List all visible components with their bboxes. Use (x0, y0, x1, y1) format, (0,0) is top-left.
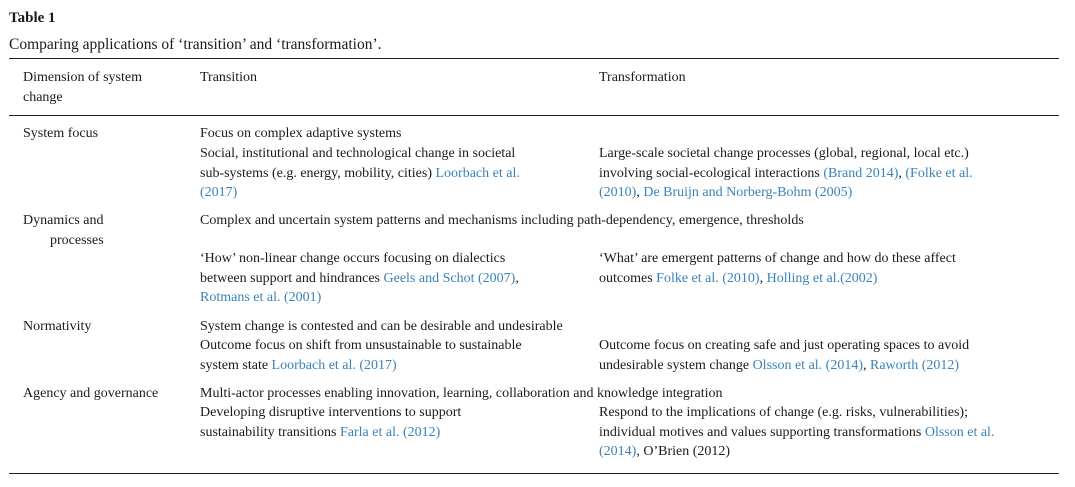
transition-cell: Developing disruptive interventions to support sustainability transitions Farla et al. (2012) (200, 405, 462, 440)
header-dimension: Dimension of system change (23, 70, 142, 105)
citation-link[interactable]: Holling et al.(2002) (766, 270, 878, 286)
table-subtitle: Comparing applications of ‘transition’ and ‘transformation’. (9, 36, 382, 53)
citation-link[interactable]: Olsson et al. (924, 424, 995, 440)
citation-link[interactable]: Loorbach et al. (2017) (271, 357, 397, 373)
citation-link[interactable]: (Brand 2014) (823, 165, 899, 181)
citation-link[interactable]: De Bruijn and Norberg-Bohm (2005) (643, 185, 853, 200)
row-shared-text: Focus on complex adaptive systems (200, 126, 402, 141)
top-rule (9, 58, 1059, 59)
citation-link[interactable]: Farla et al. (2012) (340, 424, 441, 440)
transition-cell: Social, institutional and technological change in societal sub-systems (e.g. energy, mobility, cities) Loorbach et al. (2017) (200, 146, 520, 200)
citation-link[interactable]: (2014) (599, 444, 637, 459)
citation-link[interactable]: Olsson et al. (2014) (752, 357, 863, 373)
row-shared-text: System change is contested and can be desirable and undesirable (200, 319, 563, 334)
transition-cell: ‘How’ non-linear change occurs focusing on dialectics between support and hindrances Geels and Schot (2007), Rotmans et al. (2001) (200, 251, 519, 305)
transformation-cell: Large-scale societal change processes (global, regional, local etc.) involving social-ecological interactions (Brand 2014), (Folke et al. (2010), De Bruijn and Norberg-Bohm (2005) (599, 146, 973, 200)
header-rule (9, 115, 1059, 116)
citation-link[interactable]: (2017) (200, 185, 238, 200)
header-transformation: Transformation (599, 70, 686, 85)
citation-link[interactable]: Raworth (2012) (870, 357, 960, 373)
header-transition: Transition (200, 70, 258, 85)
transformation-cell: ‘What’ are emergent patterns of change and how do these affect outcomes Folke et al. (2010), Holling et al.(2002) (599, 251, 956, 286)
citation-link[interactable]: Loorbach et al. (435, 165, 520, 181)
table-title: Table 1 (9, 10, 56, 26)
row-label: Agency and governance (23, 386, 159, 401)
transition-cell: Outcome focus on shift from unsustainable to sustainable system state Loorbach et al. (2017) (200, 338, 522, 373)
citation-link[interactable]: Rotmans et al. (2001) (200, 290, 322, 305)
transformation-cell: Outcome focus on creating safe and just operating spaces to avoid undesirable system change Olsson et al. (2014), Raworth (2012) (599, 338, 970, 373)
row-shared-text: Multi-actor processes enabling innovation, learning, collaboration and knowledge integration (200, 386, 723, 401)
row-label: Normativity (23, 319, 92, 334)
row-label: Dynamics and processes (23, 213, 104, 248)
citation-link[interactable]: (Folke et al. (905, 165, 973, 181)
row-label: System focus (23, 126, 99, 141)
bottom-rule (9, 473, 1059, 474)
citation-link[interactable]: (2010) (599, 185, 637, 200)
citation-link[interactable]: Geels and Schot (2007) (383, 270, 516, 286)
citation-link[interactable]: Folke et al. (2010) (656, 270, 760, 286)
row-shared-text: Complex and uncertain system patterns and mechanisms including path-dependency, emergence, thresholds (200, 213, 804, 228)
transformation-cell: Respond to the implications of change (e.g. risks, vulnerabilities); individual motives and values supporting transformations Olsson et al. (2014), O’Brien (2012) (599, 405, 995, 459)
